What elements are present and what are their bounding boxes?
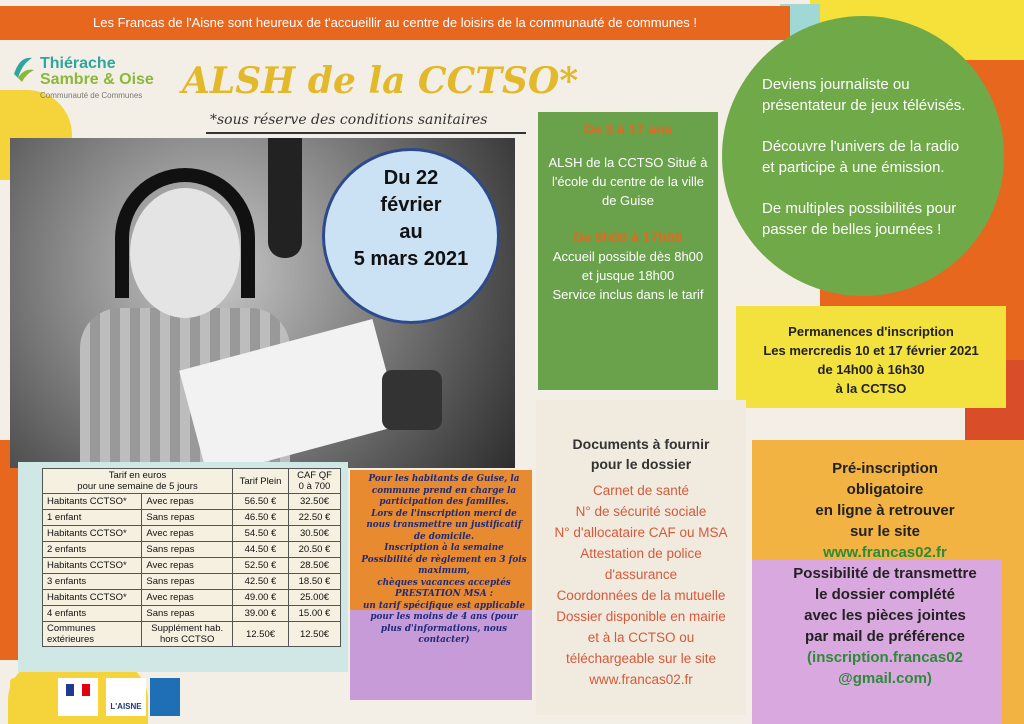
table-body (43, 494, 341, 622)
cell-option: Sans repas (142, 606, 233, 622)
cell-group: Habitants CCTSO* (43, 526, 142, 542)
microphone-shape (268, 138, 302, 258)
pre-line-5: Possibilité de transmettre (793, 565, 977, 582)
guise-msa-notes (360, 474, 528, 647)
note-4: Possibilité de règlement en 3 fois maximum, (361, 554, 527, 576)
cctso-logo (40, 56, 154, 104)
age-range: De 3 à 17 ans (583, 121, 673, 137)
activity-circle (722, 16, 1004, 296)
header-tariff-1: Tarif en euros (108, 470, 167, 481)
welcome-hours: Accueil possible dès 8h00 et jusque 18h00 (552, 249, 704, 283)
perm-line-4: à la CCTSO (835, 381, 907, 396)
docs-item: Dossier disponible en mairie (556, 609, 726, 624)
date-line-4: 5 mars 2021 (353, 248, 469, 270)
cell-option: Avec repas (142, 526, 233, 542)
cell-group: 1 enfant (43, 510, 142, 526)
header-tariff-2: pour une semaine de 5 jours (77, 481, 198, 492)
cell-full-price: 44.50 € (233, 542, 289, 558)
perm-line-1: Permanences d'inscription (788, 324, 954, 339)
docs-item: et à la CCTSO ou (587, 630, 695, 645)
service-text: Service inclus dans le tarif (552, 287, 704, 302)
headphones-shape (115, 168, 255, 298)
table-row (43, 606, 341, 622)
activity-text-1: Deviens journaliste ou présentateur de jeux télévisés. (762, 76, 966, 114)
page-title: ALSH de la CCTSO* (182, 60, 579, 102)
activity-text-3: De multiples possibilités pour passer de belles journées ! (762, 200, 957, 238)
cell-option (142, 622, 233, 647)
table-row (43, 494, 341, 510)
hours: De 9h00 à 17h00 (573, 229, 683, 245)
docs-item: N° d'allocataire CAF ou MSA (554, 525, 728, 540)
cell-group: 3 enfants (43, 574, 142, 590)
logo-line-3: Communauté de Communes (40, 91, 143, 100)
pre-line-1: Pré-inscription (832, 460, 938, 477)
cell-option: Avec repas (142, 494, 233, 510)
cell-full-price: 56.50 € (233, 494, 289, 510)
documents-box (536, 400, 746, 715)
date-line-2: février (380, 194, 442, 216)
cell-group: Habitants CCTSO* (43, 558, 142, 574)
aisne-logo (106, 678, 146, 716)
header-cell-tariff (43, 469, 233, 494)
table-header-row (43, 469, 341, 494)
cell-caf-price: 32.50€ (289, 494, 341, 510)
cell-full-price: 46.50 € (233, 510, 289, 526)
welcome-banner: Les Francas de l'Aisne sont heureux de t'accueillir au centre de loisirs de la communauté de communes ! (0, 6, 790, 40)
cell-caf-price: 30.50€ (289, 526, 341, 542)
note-3: Inscription à la semaine (384, 543, 504, 553)
cell-option: Sans repas (142, 542, 233, 558)
aisne-logo-text: L'AISNE (110, 702, 142, 711)
date-line-1: Du 22 (383, 167, 439, 189)
cell-caf-price: 25.00€ (289, 590, 341, 606)
supplement-line-1: Supplément hab. (151, 623, 224, 634)
cell-caf-price: 22.50 € (289, 510, 341, 526)
cell-caf-price: 28.50€ (289, 558, 341, 574)
note-7: un tarif spécifique est applicable pour les moins de 4 ans (pour plus d'informations, nous contacter) (363, 600, 525, 645)
cell-full-price: 49.00 € (233, 590, 289, 606)
pre-line-4: sur le site (849, 523, 921, 540)
docs-item: téléchargeable sur le site (565, 651, 717, 666)
partner-logos (10, 678, 180, 718)
cell-option: Sans repas (142, 574, 233, 590)
table-row (43, 574, 341, 590)
table-row (43, 558, 341, 574)
caf-logo (150, 678, 180, 716)
subtitle-underline (206, 132, 526, 134)
cell-option: Avec repas (142, 590, 233, 606)
docs-item: www.francas02.fr (589, 672, 693, 687)
note-6: PRESTATION MSA : (394, 589, 494, 599)
docs-item: N° de sécurité sociale (575, 504, 707, 519)
pre-line-6: le dossier complété (814, 586, 956, 603)
registration-hours-box (736, 306, 1006, 408)
cell-full-price: 12.50€ (233, 622, 289, 647)
docs-heading-2: pour le dossier (590, 456, 692, 472)
cctso-logo-icon (10, 54, 36, 84)
table-row (43, 542, 341, 558)
cell-group: Habitants CCTSO* (43, 590, 142, 606)
info-green-box (538, 112, 718, 390)
external-line-2: extérieures (47, 634, 94, 645)
activity-text-2: Découvre l'univers de la radio et participe à une émission. (762, 138, 960, 176)
price-table (42, 468, 341, 647)
cell-group: 2 enfants (43, 542, 142, 558)
header-cell-full: Tarif Plein (233, 469, 289, 494)
note-2: Lors de l'inscription merci de nous transmettre un justificatif de domicile. (366, 508, 522, 542)
date-circle (322, 148, 500, 324)
francas-logo (10, 678, 50, 716)
pre-line-7: avec les pièces jointes (804, 607, 966, 624)
date-line-3: au (399, 221, 423, 243)
cell-caf-price: 18.50 € (289, 574, 341, 590)
prefecture-logo (58, 678, 98, 716)
cell-caf-price: 12.50€ (289, 622, 341, 647)
docs-item: Coordonnées de la mutuelle (556, 588, 726, 603)
table-row (43, 526, 341, 542)
subtitle: *sous réserve des conditions sanitaires (210, 112, 488, 128)
pre-line-3: en ligne à retrouver (815, 502, 955, 519)
supplement-line-2: hors CCTSO (160, 634, 215, 645)
email-link-2[interactable]: @gmail.com) (838, 670, 932, 687)
email-link-1[interactable]: (inscription.francas02 (807, 649, 963, 666)
cell-option: Avec repas (142, 558, 233, 574)
cell-full-price: 52.50 € (233, 558, 289, 574)
pre-line-2: obligatoire (846, 481, 924, 498)
table-row (43, 510, 341, 526)
logo-line-2: Sambre & Oise (40, 71, 154, 88)
docs-item: Attestation de police (580, 546, 702, 561)
cell-full-price: 39.00 € (233, 606, 289, 622)
location-text: ALSH de la CCTSO Situé à l'école du centre de la ville de Guise (548, 155, 708, 208)
table-row-external (43, 622, 341, 647)
table-row (43, 590, 341, 606)
header-caf-1: CAF QF (297, 470, 332, 481)
preregistration-box (760, 458, 1010, 689)
perm-line-2: Les mercredis 10 et 17 février 2021 (763, 343, 979, 358)
header-caf-2: 0 à 700 (298, 481, 331, 492)
website-link[interactable]: www.francas02.fr (823, 544, 947, 561)
docs-heading-1: Documents à fournir (572, 436, 710, 452)
header-cell-caf (289, 469, 341, 494)
cell-full-price: 54.50 € (233, 526, 289, 542)
cell-option: Sans repas (142, 510, 233, 526)
cell-caf-price: 20.50 € (289, 542, 341, 558)
french-flag-icon (66, 684, 90, 696)
perm-line-3: de 14h00 à 16h30 (817, 362, 925, 377)
docs-item: Carnet de santé (592, 483, 690, 498)
pre-line-8: par mail de préférence (804, 628, 966, 645)
cell-caf-price: 15.00 € (289, 606, 341, 622)
docs-item: d'assurance (604, 567, 678, 582)
cell-group: 4 enfants (43, 606, 142, 622)
note-5: chèques vacances acceptés (377, 577, 511, 588)
note-1: Pour les habitants de Guise, la commune prend en charge la participation des familles. (368, 474, 520, 507)
docs-list (536, 480, 746, 690)
cell-full-price: 42.50 € (233, 574, 289, 590)
external-line-1: Communes (47, 623, 96, 634)
cell-group (43, 622, 142, 647)
logo-line-1: Thiérache (40, 55, 116, 72)
cup-shape (382, 370, 442, 430)
cell-group: Habitants CCTSO* (43, 494, 142, 510)
